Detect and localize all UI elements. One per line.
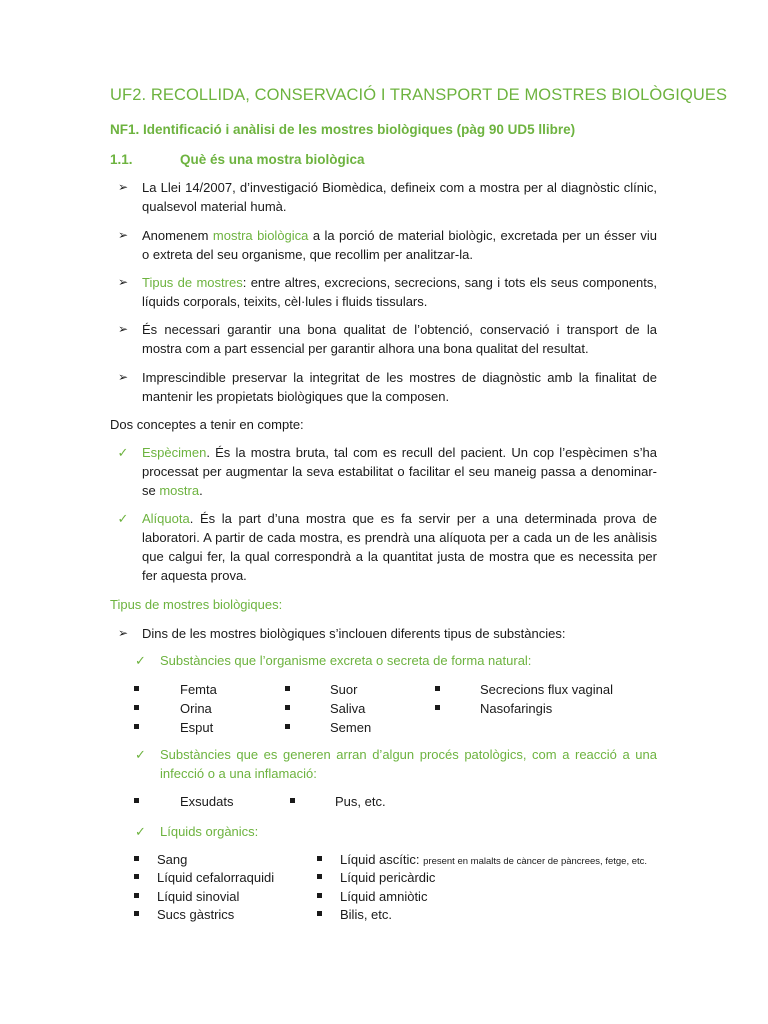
bullet-item: ➢ La Llei 14/2007, d’investigació Biomèdica, defineix com a mostra per al diagnòstic clínic, qualsevol material humà. [110,178,657,216]
square-bullet-icon [285,724,290,729]
check-icon: ✓ [117,445,129,460]
square-bullet-icon [317,856,322,861]
types-heading: Tipus de mostres biològiques: [110,597,283,612]
arrow-bullet-icon: ➢ [117,626,129,640]
bullet-item: ➢ Tipus de mostres: entre altres, excrecions, secrecions, sang i tots els seus components, líquids corporals, teixits, cèl·lules i fluids tissulars. [110,273,657,311]
list-item: Orina [180,701,212,716]
arrow-bullet-icon: ➢ [117,322,129,336]
square-bullet-icon [317,874,322,879]
list-item: Líquid pericàrdic [340,870,436,885]
square-bullet-icon [134,724,139,729]
group-label: ✓ Substàncies que l’organisme excreta o secreta de forma natural: [135,653,532,668]
list-item: Bilis, etc. [340,907,393,922]
bullet-item: ➢ És necessari garantir una bona qualitat de l’obtenció, conservació i transport de la mostra com a part essencial per garantir alhora una bona qualitat del resultat. [110,320,657,358]
list-item: Semen [330,720,372,735]
check-icon: ✓ [135,653,146,668]
list-item: Líquid cefalorraquidi [157,870,275,885]
concept-item: ✓ Espècimen. És la mostra bruta, tal com es recull del pacient. Un cop l’espècimen s’ha processat per augmentar la seva estabilitat o facilitar el seu maneig passa a denominar-se mostra. [110,443,657,500]
list-item: Saliva [330,701,366,716]
check-icon: ✓ [135,747,146,762]
square-bullet-icon [317,911,322,916]
group-label: ✓ Líquids orgànics: [135,824,259,839]
list-item-note: present en malalts de càncer de pàncrees, fetge, etc. [423,856,648,867]
list-item: Exsudats [180,794,234,809]
list-item: Líquid amniòtic [340,889,428,904]
square-bullet-icon [134,911,139,916]
list-item: Sucs gàstrics [157,907,235,922]
square-bullet-icon [134,874,139,879]
section-number: 1.1. [110,152,133,167]
square-bullet-icon [290,798,295,803]
list-item: Esput [180,720,214,735]
bullet-item: ➢ Imprescindible preservar la integritat de les mostres de diagnòstic amb la finalitat de mantenir les propietats biològiques que la composen. [110,368,657,406]
square-bullet-icon [317,893,322,898]
arrow-bullet-icon: ➢ [117,370,129,384]
nf1-heading: NF1. Identificació i anàlisi de les mostres biològiques (pàg 90 UD5 llibre) [110,122,576,137]
square-bullet-icon [435,686,440,691]
square-bullet-icon [435,705,440,710]
list-item: Sang [157,852,188,867]
section-heading [110,150,365,169]
square-bullet-icon [134,686,139,691]
list-item: Nasofaringis [480,701,553,716]
arrow-bullet-icon: ➢ [117,180,129,194]
list-item: Secrecions flux vaginal [480,682,613,697]
square-bullet-icon [134,705,139,710]
list-item: Pus, etc. [335,794,386,809]
square-bullet-icon [285,705,290,710]
square-bullet-icon [134,856,139,861]
concepts-intro: Dos conceptes a tenir en compte: [110,417,304,432]
square-bullet-icon [134,798,139,803]
list-item: Líquid ascític: present en malalts de càncer de pàncrees, fetge, etc. [340,852,648,867]
arrow-bullet-icon: ➢ [117,228,129,242]
bullet-item: ➢ Anomenem mostra biològica a la porció de material biològic, excretada per un ésser viu o extreta del seu organisme, que recollim per analitzar-la. [110,226,657,264]
list-item: Femta [180,682,217,697]
document-title: UF2. RECOLLIDA, CONSERVACIÓ I TRANSPORT DE MOSTRES BIOLÒGIQUES [110,86,728,104]
section-title: Què és una mostra biològica [180,152,365,167]
check-icon: ✓ [117,511,129,526]
concept-item: ✓ Alíquota. És la part d’una mostra que es fa servir per a una determinada prova de laboratori. A partir de cada mostra, es prendrà una alíquota per a cada un de les anàlisis que calgui fer, la qual correspondrà a la quantitat justa de mostra que es necessita per fer aquesta prova. [110,509,657,585]
check-icon: ✓ [135,824,146,839]
square-bullet-icon [134,893,139,898]
arrow-bullet-icon: ➢ [117,275,129,289]
square-bullet-icon [285,686,290,691]
list-item: Líquid sinovial [157,889,240,904]
list-item: Suor [330,682,358,697]
group-label: ✓ Substàncies que es generen arran d’algun procés patològics, com a reacció a una infecció o a una inflamació: [135,747,657,781]
types-intro: ➢ Dins de les mostres biològiques s’inclouen diferents tipus de substàncies: [110,624,657,643]
